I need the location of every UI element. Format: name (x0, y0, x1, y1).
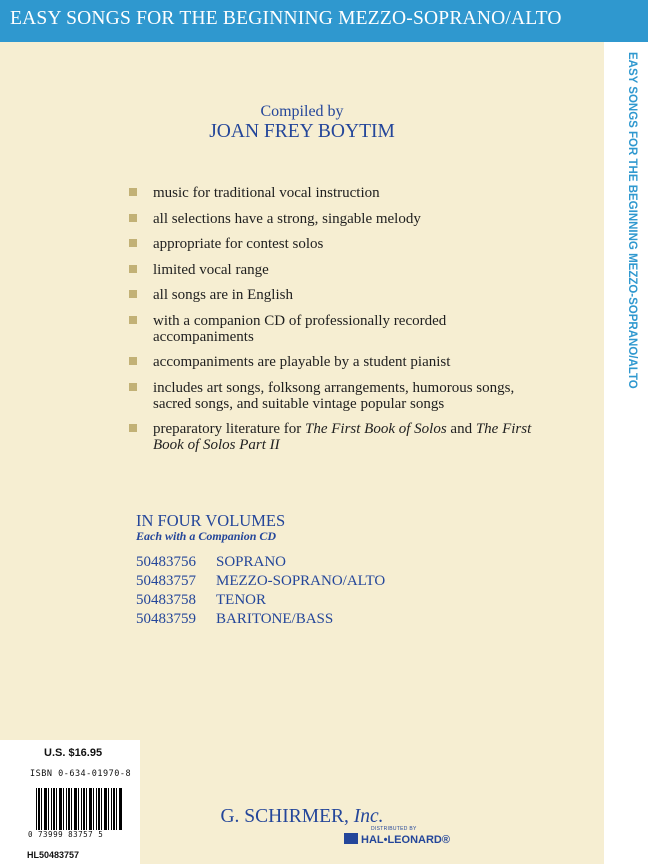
bullet-icon (129, 383, 137, 391)
book-title-1: The First Book of Solos (305, 421, 447, 437)
feature-item (129, 211, 559, 227)
bullet-icon (129, 290, 137, 298)
volumes-heading: IN FOUR VOLUMES (136, 511, 286, 530)
volumes-subheading: Each with a Companion CD (136, 529, 277, 543)
distributed-by-label: DISTRIBUTED BY (371, 826, 417, 832)
volume-code: 50483759 (136, 611, 196, 627)
barcode-digits: 0 73999 83757 5 (28, 830, 104, 839)
compiled-by-label: Compiled by (260, 103, 344, 120)
feature-text: includes art songs, folksong arrangements, humorous songs, sacred songs, and suitable vintage popular songs (153, 379, 515, 412)
feature-item (129, 421, 533, 453)
publisher-name (0, 806, 604, 828)
volume-list (136, 553, 385, 629)
volume-name: TENOR (216, 592, 266, 608)
price-label: U.S. $16.95 (44, 747, 103, 759)
title-band (0, 0, 648, 42)
publisher-main: G. SCHIRMER, (220, 806, 354, 827)
feature-item (129, 236, 559, 252)
volume-row (136, 610, 385, 629)
feature-list (129, 185, 559, 463)
volume-row (136, 553, 385, 572)
feature-text: all selections have a strong, singable melody (153, 210, 421, 227)
volume-code: 50483758 (136, 592, 196, 608)
book-title-2: The First Book of Solos Part II (153, 421, 532, 453)
bullet-icon (129, 239, 137, 247)
feature-item (129, 185, 559, 201)
bullet-icon (129, 265, 137, 273)
isbn-label: ISBN 0-634-01970-8 (30, 769, 132, 779)
feature-text: limited vocal range (153, 261, 269, 278)
volume-row (136, 591, 385, 610)
hal-leonard-mark-icon (344, 833, 358, 844)
book-title: EASY SONGS FOR THE BEGINNING MEZZO-SOPRANO/ALTO (10, 8, 562, 29)
feature-item (129, 354, 559, 370)
feature-text: accompaniments are playable by a student pianist (153, 354, 451, 370)
volume-code: 50483757 (136, 573, 196, 589)
distributor-name: HAL•LEONARD® (361, 834, 450, 846)
feature-text: music for traditional vocal instruction (153, 185, 380, 201)
spine-title: EASY SONGS FOR THE BEGINNING MEZZO-SOPRANO/ALTO (626, 52, 638, 389)
volume-code: 50483756 (136, 554, 196, 570)
feature-text: all songs are in English (153, 287, 293, 303)
feature-text-prefix: preparatory literature for (153, 421, 305, 437)
hal-leonard-logo (344, 833, 450, 846)
feature-text: appropriate for contest solos (153, 236, 324, 252)
feature-text: with a companion CD of professionally recorded accompaniments (153, 312, 447, 345)
publisher-suffix: Inc. (353, 806, 384, 827)
volume-name: SOPRANO (216, 554, 287, 570)
bullet-icon (129, 188, 137, 196)
feature-item (129, 313, 513, 345)
feature-text-and: and (446, 421, 476, 437)
volume-name: MEZZO-SOPRANO/ALTO (216, 573, 386, 589)
price-barcode-box (0, 740, 140, 864)
feature-item (129, 380, 545, 412)
feature-item (129, 262, 559, 278)
bullet-icon (129, 357, 137, 365)
bullet-icon (129, 214, 137, 222)
volume-name: BARITONE/BASS (216, 611, 334, 627)
bullet-icon (129, 316, 137, 324)
bullet-icon (129, 424, 137, 432)
volume-row (136, 572, 385, 591)
feature-item (129, 287, 559, 303)
compiler-name: JOAN FREY BOYTIM (209, 121, 395, 142)
product-code: HL50483757 (27, 850, 80, 860)
